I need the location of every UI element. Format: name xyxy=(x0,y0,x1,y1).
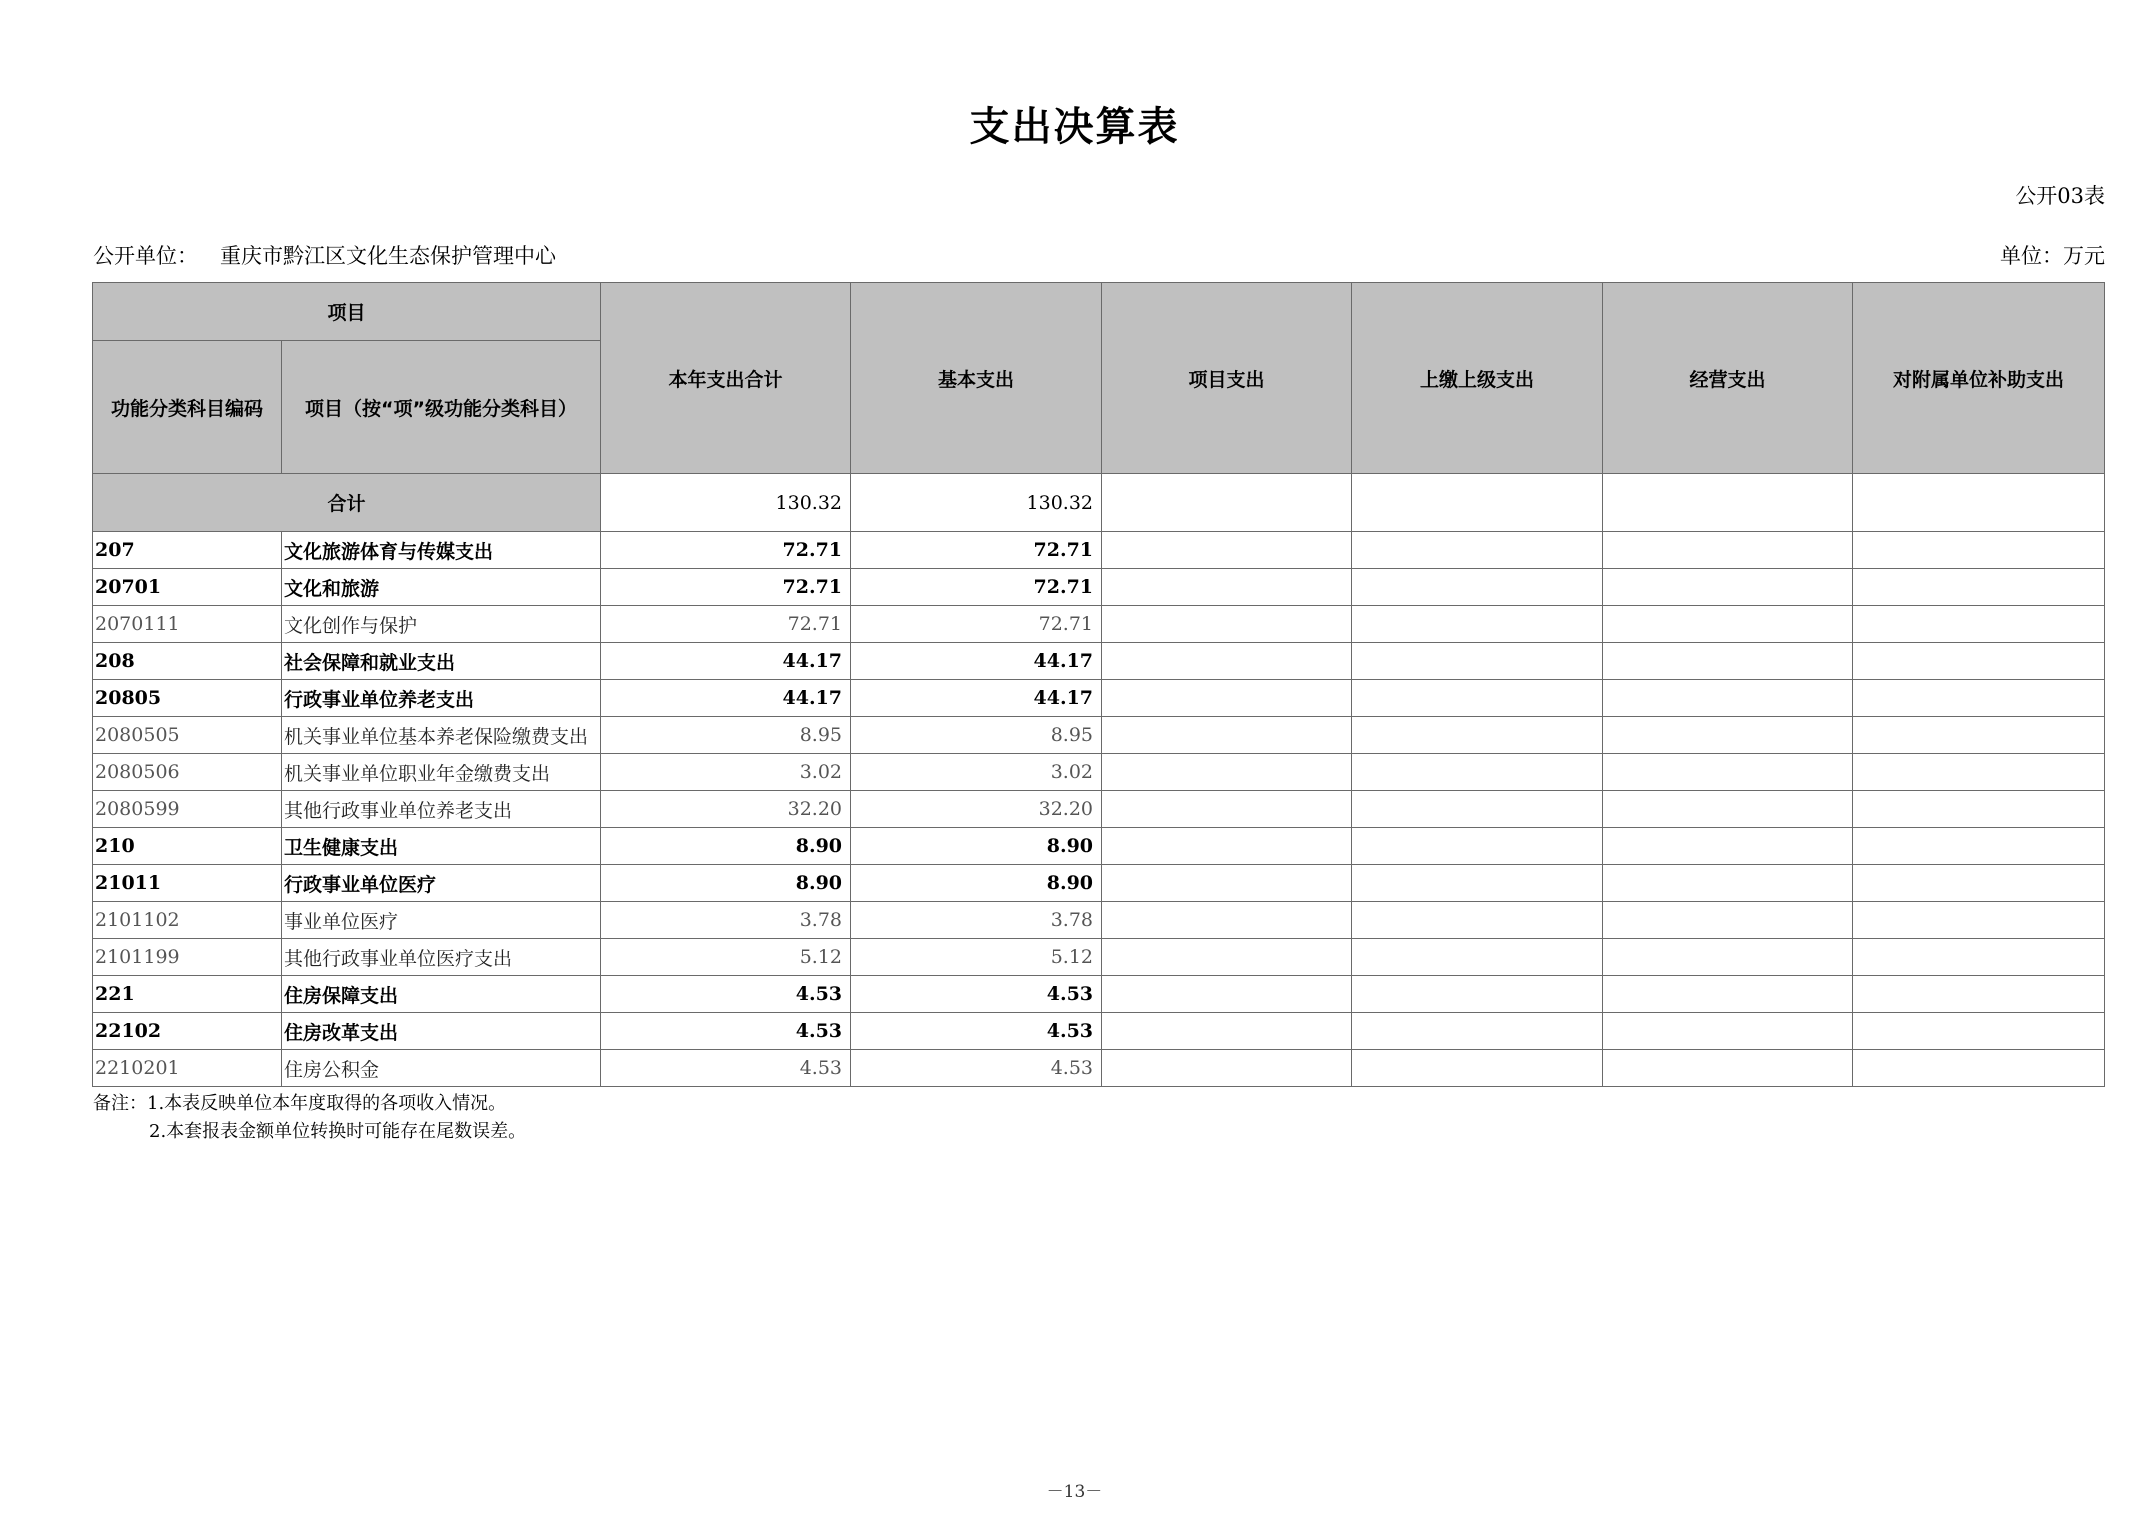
row-name: 住房公积金 xyxy=(282,1050,601,1087)
table-row xyxy=(93,976,2105,1013)
row-upper-payment xyxy=(1352,1050,1603,1087)
table-row xyxy=(93,717,2105,754)
row-basic: 8.90 xyxy=(851,865,1102,902)
form-number: 公开03表 xyxy=(2015,184,2105,208)
header-subsidy: 对附属单位补助支出 xyxy=(1853,283,2105,474)
row-upper-payment xyxy=(1352,569,1603,606)
row-name: 机关事业单位职业年金缴费支出 xyxy=(282,754,601,791)
row-subsidy xyxy=(1853,680,2105,717)
row-upper-payment xyxy=(1352,976,1603,1013)
row-business xyxy=(1603,939,1853,976)
row-project-expenditure xyxy=(1102,532,1352,569)
row-code: 22102 xyxy=(93,1013,282,1050)
row-code: 2101102 xyxy=(93,902,282,939)
page-title: 支出决算表 xyxy=(969,104,1180,150)
row-total: 44.17 xyxy=(601,643,851,680)
row-basic: 8.90 xyxy=(851,828,1102,865)
page-number: －13－ xyxy=(1046,1482,1103,1502)
total-project-expenditure xyxy=(1102,474,1352,532)
row-upper-payment xyxy=(1352,717,1603,754)
row-upper-payment xyxy=(1352,939,1603,976)
header-project: 项目 xyxy=(93,283,601,341)
row-basic: 8.95 xyxy=(851,717,1102,754)
row-name: 文化旅游体育与传媒支出 xyxy=(282,532,601,569)
row-project-expenditure xyxy=(1102,791,1352,828)
row-name: 事业单位医疗 xyxy=(282,902,601,939)
total-upper-payment xyxy=(1352,474,1603,532)
row-upper-payment xyxy=(1352,865,1603,902)
row-name: 行政事业单位医疗 xyxy=(282,865,601,902)
row-subsidy xyxy=(1853,1013,2105,1050)
row-total: 4.53 xyxy=(601,976,851,1013)
row-basic: 5.12 xyxy=(851,939,1102,976)
table-row xyxy=(93,643,2105,680)
row-basic: 72.71 xyxy=(851,606,1102,643)
total-label: 合计 xyxy=(93,474,601,532)
row-code: 2070111 xyxy=(93,606,282,643)
notes xyxy=(93,1090,526,1146)
expenditure-table xyxy=(92,282,2105,1087)
row-basic: 72.71 xyxy=(851,569,1102,606)
row-total: 3.78 xyxy=(601,902,851,939)
row-name: 文化和旅游 xyxy=(282,569,601,606)
row-subsidy xyxy=(1853,717,2105,754)
row-upper-payment xyxy=(1352,643,1603,680)
row-business xyxy=(1603,532,1853,569)
row-code: 20805 xyxy=(93,680,282,717)
row-name: 住房保障支出 xyxy=(282,976,601,1013)
row-business xyxy=(1603,828,1853,865)
row-code: 221 xyxy=(93,976,282,1013)
table-row xyxy=(93,865,2105,902)
row-total: 5.12 xyxy=(601,939,851,976)
row-subsidy xyxy=(1853,643,2105,680)
row-total: 72.71 xyxy=(601,606,851,643)
row-project-expenditure xyxy=(1102,606,1352,643)
row-basic: 4.53 xyxy=(851,976,1102,1013)
row-code: 208 xyxy=(93,643,282,680)
row-subsidy xyxy=(1853,939,2105,976)
table-row xyxy=(93,939,2105,976)
row-basic: 4.53 xyxy=(851,1050,1102,1087)
header-basic: 基本支出 xyxy=(851,283,1102,474)
row-code: 2101199 xyxy=(93,939,282,976)
header-business: 经营支出 xyxy=(1603,283,1853,474)
row-business xyxy=(1603,1050,1853,1087)
table-row xyxy=(93,1013,2105,1050)
row-project-expenditure xyxy=(1102,976,1352,1013)
row-business xyxy=(1603,791,1853,828)
total-subsidy xyxy=(1853,474,2105,532)
unit-label: 公开单位： xyxy=(93,244,198,268)
total-total: 130.32 xyxy=(601,474,851,532)
row-subsidy xyxy=(1853,1050,2105,1087)
row-subsidy xyxy=(1853,569,2105,606)
row-name: 机关事业单位基本养老保险缴费支出 xyxy=(282,717,601,754)
header-total: 本年支出合计 xyxy=(601,283,851,474)
header-name: 项目（按“项”级功能分类科目） xyxy=(282,341,601,474)
row-business xyxy=(1603,680,1853,717)
row-project-expenditure xyxy=(1102,569,1352,606)
row-upper-payment xyxy=(1352,532,1603,569)
row-name: 其他行政事业单位养老支出 xyxy=(282,791,601,828)
row-upper-payment xyxy=(1352,754,1603,791)
row-project-expenditure xyxy=(1102,939,1352,976)
row-total: 8.90 xyxy=(601,865,851,902)
header-project-expenditure: 项目支出 xyxy=(1102,283,1352,474)
row-business xyxy=(1603,643,1853,680)
row-project-expenditure xyxy=(1102,754,1352,791)
table-row xyxy=(93,532,2105,569)
unit-name: 重庆市黔江区文化生态保护管理中心 xyxy=(220,244,556,268)
header-upper-payment: 上缴上级支出 xyxy=(1352,283,1603,474)
row-basic: 3.02 xyxy=(851,754,1102,791)
row-name: 社会保障和就业支出 xyxy=(282,643,601,680)
row-total: 8.90 xyxy=(601,828,851,865)
row-name: 其他行政事业单位医疗支出 xyxy=(282,939,601,976)
table-row xyxy=(93,791,2105,828)
row-subsidy xyxy=(1853,606,2105,643)
row-name: 文化创作与保护 xyxy=(282,606,601,643)
row-subsidy xyxy=(1853,791,2105,828)
row-project-expenditure xyxy=(1102,680,1352,717)
row-code: 2210201 xyxy=(93,1050,282,1087)
row-basic: 44.17 xyxy=(851,680,1102,717)
table-row xyxy=(93,828,2105,865)
row-basic: 32.20 xyxy=(851,791,1102,828)
row-project-expenditure xyxy=(1102,1013,1352,1050)
row-total: 3.02 xyxy=(601,754,851,791)
row-subsidy xyxy=(1853,976,2105,1013)
reporting-unit xyxy=(93,240,556,270)
table-row xyxy=(93,606,2105,643)
row-business xyxy=(1603,1013,1853,1050)
row-project-expenditure xyxy=(1102,902,1352,939)
row-subsidy xyxy=(1853,532,2105,569)
row-business xyxy=(1603,976,1853,1013)
row-subsidy xyxy=(1853,902,2105,939)
row-project-expenditure xyxy=(1102,828,1352,865)
row-basic: 4.53 xyxy=(851,1013,1102,1050)
row-total: 32.20 xyxy=(601,791,851,828)
row-upper-payment xyxy=(1352,606,1603,643)
table-row xyxy=(93,680,2105,717)
row-code: 2080505 xyxy=(93,717,282,754)
row-business xyxy=(1603,902,1853,939)
row-upper-payment xyxy=(1352,680,1603,717)
row-project-expenditure xyxy=(1102,865,1352,902)
table-row xyxy=(93,902,2105,939)
row-name: 住房改革支出 xyxy=(282,1013,601,1050)
total-row xyxy=(93,474,2105,532)
table-row xyxy=(93,754,2105,791)
row-total: 72.71 xyxy=(601,569,851,606)
row-code: 20701 xyxy=(93,569,282,606)
row-code: 2080599 xyxy=(93,791,282,828)
row-basic: 44.17 xyxy=(851,643,1102,680)
row-upper-payment xyxy=(1352,791,1603,828)
row-business xyxy=(1603,569,1853,606)
row-subsidy xyxy=(1853,865,2105,902)
row-total: 4.53 xyxy=(601,1013,851,1050)
row-business xyxy=(1603,865,1853,902)
total-basic: 130.32 xyxy=(851,474,1102,532)
row-project-expenditure xyxy=(1102,1050,1352,1087)
row-code: 21011 xyxy=(93,865,282,902)
row-subsidy xyxy=(1853,754,2105,791)
row-business xyxy=(1603,606,1853,643)
total-business xyxy=(1603,474,1853,532)
row-total: 44.17 xyxy=(601,680,851,717)
row-project-expenditure xyxy=(1102,717,1352,754)
row-basic: 72.71 xyxy=(851,532,1102,569)
row-code: 207 xyxy=(93,532,282,569)
money-unit: 单位：万元 xyxy=(2000,244,2105,268)
row-total: 72.71 xyxy=(601,532,851,569)
table-row xyxy=(93,569,2105,606)
row-total: 8.95 xyxy=(601,717,851,754)
row-code: 2080506 xyxy=(93,754,282,791)
row-business xyxy=(1603,754,1853,791)
row-subsidy xyxy=(1853,828,2105,865)
row-code: 210 xyxy=(93,828,282,865)
row-upper-payment xyxy=(1352,1013,1603,1050)
row-business xyxy=(1603,717,1853,754)
table-row xyxy=(93,1050,2105,1087)
row-total: 4.53 xyxy=(601,1050,851,1087)
row-upper-payment xyxy=(1352,902,1603,939)
note-1: 备注：1.本表反映单位本年度取得的各项收入情况。 xyxy=(93,1093,507,1114)
note-2: 2.本套报表金额单位转换时可能存在尾数误差。 xyxy=(149,1121,527,1142)
row-name: 卫生健康支出 xyxy=(282,828,601,865)
row-upper-payment xyxy=(1352,828,1603,865)
row-name: 行政事业单位养老支出 xyxy=(282,680,601,717)
row-project-expenditure xyxy=(1102,643,1352,680)
row-basic: 3.78 xyxy=(851,902,1102,939)
header-code: 功能分类科目编码 xyxy=(93,341,282,474)
